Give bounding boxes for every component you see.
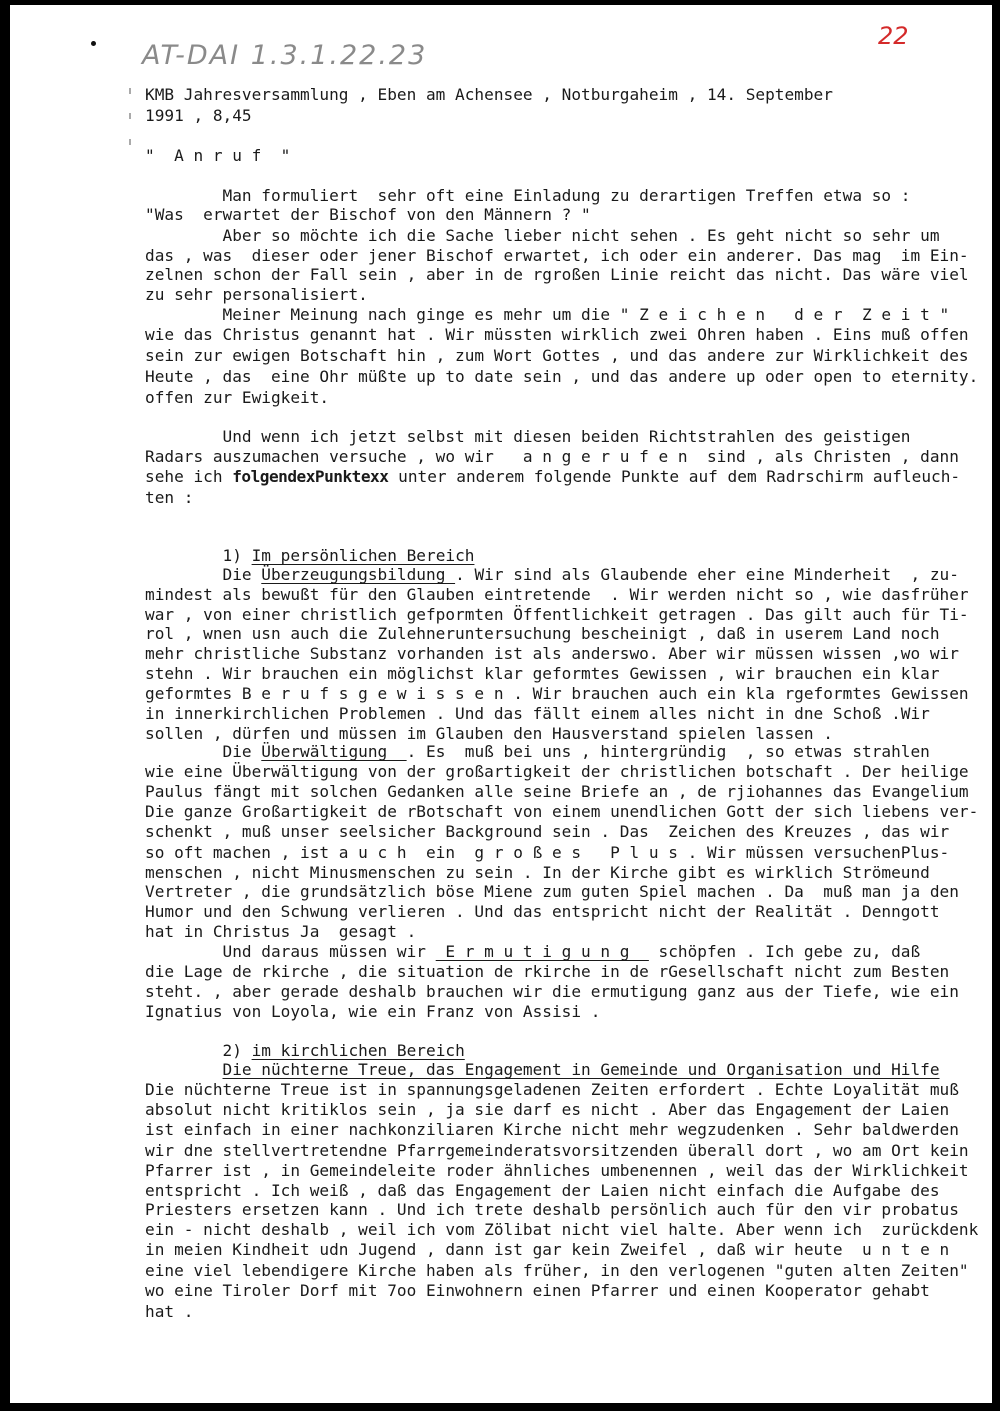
page-number: 22 — [878, 22, 909, 50]
text-line: wir dne stellvertretendne Pfarrgemeinderatsvorsitzenden überall dort , wo am Ort kein — [145, 1141, 969, 1160]
struck-out-text: folgendexPunktexx — [232, 467, 389, 486]
underlined-term: E r m u t i g u n g — [435, 942, 649, 961]
text-line: Pfarrer ist , in Gemeindeleite roder ähnliches umbenennen , weil das der Wirklichkeit — [145, 1161, 969, 1180]
margin-tick — [129, 139, 131, 145]
text-line: hat in Christus Ja gesagt . — [145, 922, 417, 941]
text-line: Und daraus müssen wir E r m u t i g u n g schöpfen . Ich gebe zu, daß — [145, 942, 921, 961]
text-line: menschen , nicht Minusmenschen zu sein . In der Kirche gibt es wirklich Strömeund — [145, 863, 930, 882]
text-line: stehn . Wir brauchen ein möglichst klar geformtes Gewissen , wir brauchen ein klar — [145, 664, 940, 683]
text-line: in meien Kindheit udn Jugend , dann ist gar kein Zweifel , daß wir heute u n t e n — [145, 1240, 950, 1259]
text-line: das , was dieser oder jener Bischof erwartet, ich oder ein anderer. Das mag im Ein- — [145, 246, 969, 265]
text-line: offen zur Ewigkeit. — [145, 388, 330, 407]
text-line: zu sehr personalisiert. — [145, 285, 368, 304]
text-line: Humor und den Schwung verlieren . Und das entspricht nicht der Realität . Denngott — [145, 902, 940, 921]
text-line: absolut nicht kritiklos sein , ja sie darf es nicht . Aber das Engagement der Laien — [145, 1100, 950, 1119]
text-line: hat . — [145, 1302, 194, 1321]
text-line: Aber so möchte ich die Sache lieber nicht sehen . Es geht nicht so sehr um — [145, 226, 940, 245]
text-line: Heute , das eine Ohr müßte up to date sein , und das andere up oder open to eternity. — [145, 367, 979, 386]
text-line: in innerkirchlichen Problemen . Und das fällt einem alles nicht in dne Schoß .Wir — [145, 704, 930, 723]
text-line: Paulus fängt mit solchen Gedanken alle seine Briefe an , de rjiohannes das Evangelium — [145, 782, 969, 801]
header-line: 1991 , 8,45 — [145, 106, 252, 125]
text-line: Radars auszumachen versuche , wo wir a n g e r u f e n sind , als Christen , dann — [145, 447, 959, 466]
text-line: Vertreter , die grundsätzlich böse Miene zum guten Spiel machen . Da muß man ja den — [145, 882, 959, 901]
margin-tick — [129, 88, 131, 94]
text-line: eine viel lebendigere Kirche haben als früher, in den verlogenen "guten alten Zeiten" — [145, 1261, 969, 1280]
section-2-subheading: Die nüchterne Treue, das Engagement in Gemeinde und Organisation und Hilfe — [222, 1060, 940, 1079]
document-title: " A n r u f " — [145, 146, 291, 165]
text-line: Und wenn ich jetzt selbst mit diesen beiden Richtstrahlen des geistigen — [145, 427, 911, 446]
underlined-term: Überwältigung — [261, 742, 407, 761]
text-line: Ignatius von Loyola, wie ein Franz von Assisi . — [145, 1002, 601, 1021]
text-line: ein - nicht deshalb , weil ich vom Zölibat nicht viel halte. Aber wenn ich zurückdenk — [145, 1220, 979, 1239]
text-line: die Lage de rkirche , die situation de rkirche in de rGesellschaft nicht zum Besten — [145, 962, 950, 981]
text-line: Meiner Meinung nach ginge es mehr um die " Z e i c h e n d e r Z e i t " — [145, 305, 950, 324]
text-line: mehr christliche Substanz vorhanden ist als anderswo. Aber wir müssen wissen ,wo wir — [145, 644, 959, 663]
text-line: wo eine Tiroler Dorf mit 7oo Einwohnern einen Pfarrer und einen Kooperator gehabt — [145, 1281, 930, 1300]
section-2-heading: 2) im kirchlichen Bereich — [145, 1041, 465, 1060]
punch-mark — [91, 41, 96, 46]
text-line: Die Überzeugungsbildung . Wir sind als Glaubende eher eine Minderheit , zu- — [145, 565, 959, 584]
text-line: so oft machen , ist a u c h ein g r o ß e s P l u s . Wir müssen versuchenPlus- — [145, 843, 950, 862]
text-line: zelnen schon der Fall sein , aber in de rgroßen Linie reicht das nicht. Das wäre viel — [145, 265, 969, 284]
text-line: Die ganze Großartigkeit de rBotschaft von einem unendlichen Gott der sich liebens ver- — [145, 802, 979, 821]
text-line: wie das Christus genannt hat . Wir müssten wirklich zwei Ohren haben . Eins muß offen — [145, 325, 969, 344]
text-line: ten : — [145, 488, 194, 507]
text-line: war , von einer christlich gefpormten Öffentlichkeit getragen . Das gilt auch für Ti- — [145, 605, 969, 624]
text-line: Die nüchterne Treue ist in spannungsgeladenen Zeiten erfordert . Echte Loyalität muß — [145, 1080, 959, 1099]
text-line: Die Überwältigung . Es muß bei uns , hintergründig , so etwas strahlen — [145, 742, 930, 761]
archive-mark: AT-DAI 1.3.1.22.23 — [142, 40, 428, 71]
header-line: KMB Jahresversammlung , Eben am Achensee , Notburgaheim , 14. September — [145, 85, 833, 104]
text-line: geformtes B e r u f s g e w i s s e n . Wir brauchen auch ein kla rgeformtes Gewissen — [145, 684, 969, 703]
underlined-term: Überzeugungsbildung — [261, 565, 456, 584]
text-line: mindest als bewußt für den Glauben eintretende . Wir werden nicht so , wie dasfrüher — [145, 585, 969, 604]
text-line: sehe ich folgendexPunktexx unter anderem folgende Punkte auf dem Radrschirm aufleuch- — [145, 467, 961, 486]
text-line: Man formuliert sehr oft eine Einladung zu derartigen Treffen etwa so : — [145, 186, 911, 205]
text-line: steht. , aber gerade deshalb brauchen wir die ermutigung ganz aus der Tiefe, wie ein — [145, 982, 959, 1001]
text-line: sollen , dürfen und müssen im Glauben den Hausverstand spielen lassen . — [145, 724, 833, 743]
text-line: Priesters ersetzen kann . Und ich trete deshalb persönlich auch für den vir probatus — [145, 1200, 959, 1219]
text-line: "Was erwartet der Bischof von den Männern ? " — [145, 205, 591, 224]
text-line: schenkt , muß unser seelsicher Background sein . Das Zeichen des Kreuzes , das wir — [145, 822, 950, 841]
text-line: entspricht . Ich weiß , daß das Engagement der Laien nicht einfach die Aufgabe des — [145, 1181, 940, 1200]
text-line: ist einfach in einer nachkonziliaren Kirche nicht mehr wegzudenken . Sehr baldwerden — [145, 1120, 959, 1139]
text-line: wie eine Überwältigung von der großartigkeit der christlichen botschaft . Der heilige — [145, 762, 969, 781]
margin-tick — [129, 113, 131, 119]
section-1-heading: 1) Im persönlichen Bereich — [145, 546, 475, 565]
text-line: rol , wnen usn auch die Zulehneruntersuchung bescheinigt , daß in userem Land noch — [145, 624, 940, 643]
text-line: sein zur ewigen Botschaft hin , zum Wort Gottes , und das andere zur Wirklichkeit des — [145, 346, 969, 365]
